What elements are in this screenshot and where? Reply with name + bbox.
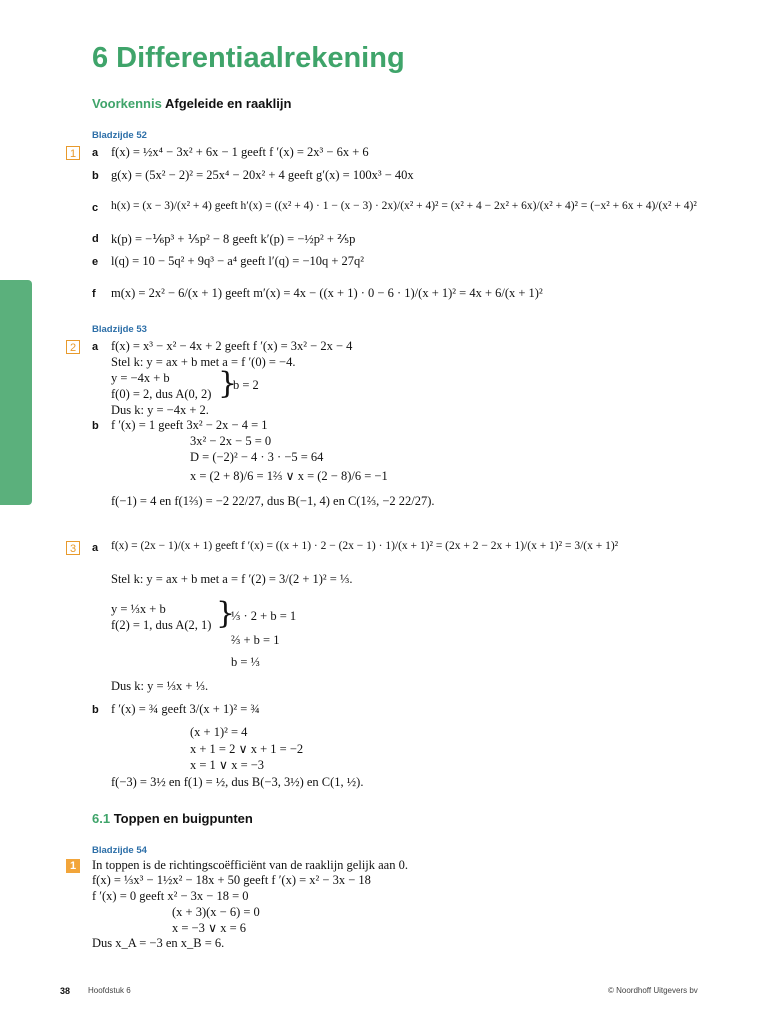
solution-line: k(p) = −⅙p³ + ⅕p² − 8 geeft k′(p) = −½p² + ⅖p [111,232,356,246]
solution-line: Dus k: y = −4x + 2. [111,403,209,417]
part-label: f [92,288,96,300]
section-title: Toppen en buigpunten [113,811,253,826]
part-label: a [92,341,99,353]
solution-line: ⅓ · 2 + b = 1 [231,609,297,623]
part-label: c [92,202,99,214]
exercise-number: 3 [66,541,80,555]
brace-symbol: } [216,596,236,631]
solution-line: m(x) = 2x² − 6/(x + 1) geeft m′(x) = 4x − ((x + 1) · 0 − 6 · 1)/(x + 1)² = 4x + 6/(x + 1)² [111,286,543,300]
solution-line: l(q) = 10 − 5q² + 9q³ − a⁴ geeft l′(q) = −10q + 27q² [111,254,365,268]
solution-line: (x + 1)² = 4 [190,725,248,739]
footer-copyright: © Noordhoff Uitgevers bv [608,986,698,995]
solution-line: x + 1 = 2 ∨ x + 1 = −2 [190,742,304,756]
solution-line: g(x) = (5x² − 2)² = 25x⁴ − 20x² + 4 geeft g′(x) = 100x³ − 40x [111,168,414,182]
section-prefix: 6.1 [92,811,111,826]
part-label: e [92,256,99,268]
chapter-title: 6 Differentiaalrekening [92,42,405,74]
solution-line: f(x) = x³ − x² − 4x + 2 geeft f ′(x) = 3x² − 2x − 4 [111,339,353,353]
solution-line: (x + 3)(x − 6) = 0 [172,905,260,919]
solution-line: Stel k: y = ax + b met a = f ′(2) = 3/(2 + 1)² = ⅓. [111,572,353,586]
solution-line: Dus k: y = ⅓x + ⅓. [111,679,209,693]
solution-line: y = ⅓x + b [111,602,166,616]
solution-line: b = ⅓ [231,655,260,669]
solution-line: f(2) = 1, dus A(2, 1) [111,618,212,632]
solution-line: y = −4x + b [111,371,170,385]
solution-line: f(x) = (2x − 1)/(x + 1) geeft f ′(x) = ((x + 1) · 2 − (2x − 1) · 1)/(x + 1)² = (2x + 2 − 2x + 1)/(x + 1)² = 3/(x + 1)² [111,540,619,552]
solution-line: f(−3) = 3½ en f(1) = ½, dus B(−3, 3½) en C(1, ½). [111,775,364,789]
solution-line: h(x) = (x − 3)/(x² + 4) geeft h′(x) = ((x² + 4) · 1 − (x − 3) · 2x)/(x² + 4)² = (x² + 4 − 2x² + 6x)/(x² + 4)² = (−x² + 6x + 4)/(x² + 4)² [111,200,697,212]
solution-line: f(0) = 2, dus A(0, 2) [111,387,212,401]
solution-line: 3x² − 2x − 5 = 0 [190,434,272,448]
footer-chapter: Hoofdstuk 6 [88,986,131,995]
solution-line: b = 2 [233,378,259,392]
section-heading-voorkennis [92,96,291,111]
section-prefix: Voorkennis [92,96,162,111]
section-heading-6-1 [92,811,253,826]
brace-symbol: } [218,366,238,401]
solution-line: f(−1) = 4 en f(1⅔) = −2 22/27, dus B(−1, 4) en C(1⅔, −2 22/27). [111,494,435,508]
solution-line: In toppen is de richtingscoëfficiënt van de raaklijn gelijk aan 0. [92,858,408,872]
solution-line: f ′(x) = 1 geeft 3x² − 2x − 4 = 1 [111,418,268,432]
part-label: b [92,420,99,432]
solution-line: f(x) = ½x⁴ − 3x² + 6x − 1 geeft f ′(x) = 2x³ − 6x + 6 [111,145,369,159]
part-label: a [92,147,99,159]
part-label: a [92,542,99,554]
solution-line: x = 1 ∨ x = −3 [190,758,265,772]
section-title: Afgeleide en raaklijn [164,96,292,111]
solution-line: x = −3 ∨ x = 6 [172,921,247,935]
solution-line: x = (2 + 8)/6 = 1⅔ ∨ x = (2 − 8)/6 = −1 [190,469,388,483]
solution-line: Dus x_A = −3 en x_B = 6. [92,936,225,950]
part-label: d [92,233,99,245]
part-label: b [92,170,99,182]
exercise-number: 2 [66,340,80,354]
page-number: 38 [60,986,71,996]
page-reference: Bladzijde 52 [92,130,147,141]
exercise-number: 1 [66,146,80,160]
exercise-number: 1 [66,859,80,873]
solution-line: Stel k: y = ax + b met a = f ′(0) = −4. [111,355,296,369]
solution-line: ⅔ + b = 1 [231,633,280,647]
part-label: b [92,704,99,716]
solution-line: D = (−2)² − 4 · 3 · −5 = 64 [190,450,324,464]
page-reference: Bladzijde 54 [92,845,147,856]
solution-line: f(x) = ⅓x³ − 1½x² − 18x + 50 geeft f ′(x) = x² − 3x − 18 [92,873,371,887]
solution-line: f ′(x) = 0 geeft x² − 3x − 18 = 0 [92,889,249,903]
page-reference: Bladzijde 53 [92,324,147,335]
chapter-side-tab [0,280,32,505]
solution-line: f ′(x) = ¾ geeft 3/(x + 1)² = ¾ [111,702,260,716]
